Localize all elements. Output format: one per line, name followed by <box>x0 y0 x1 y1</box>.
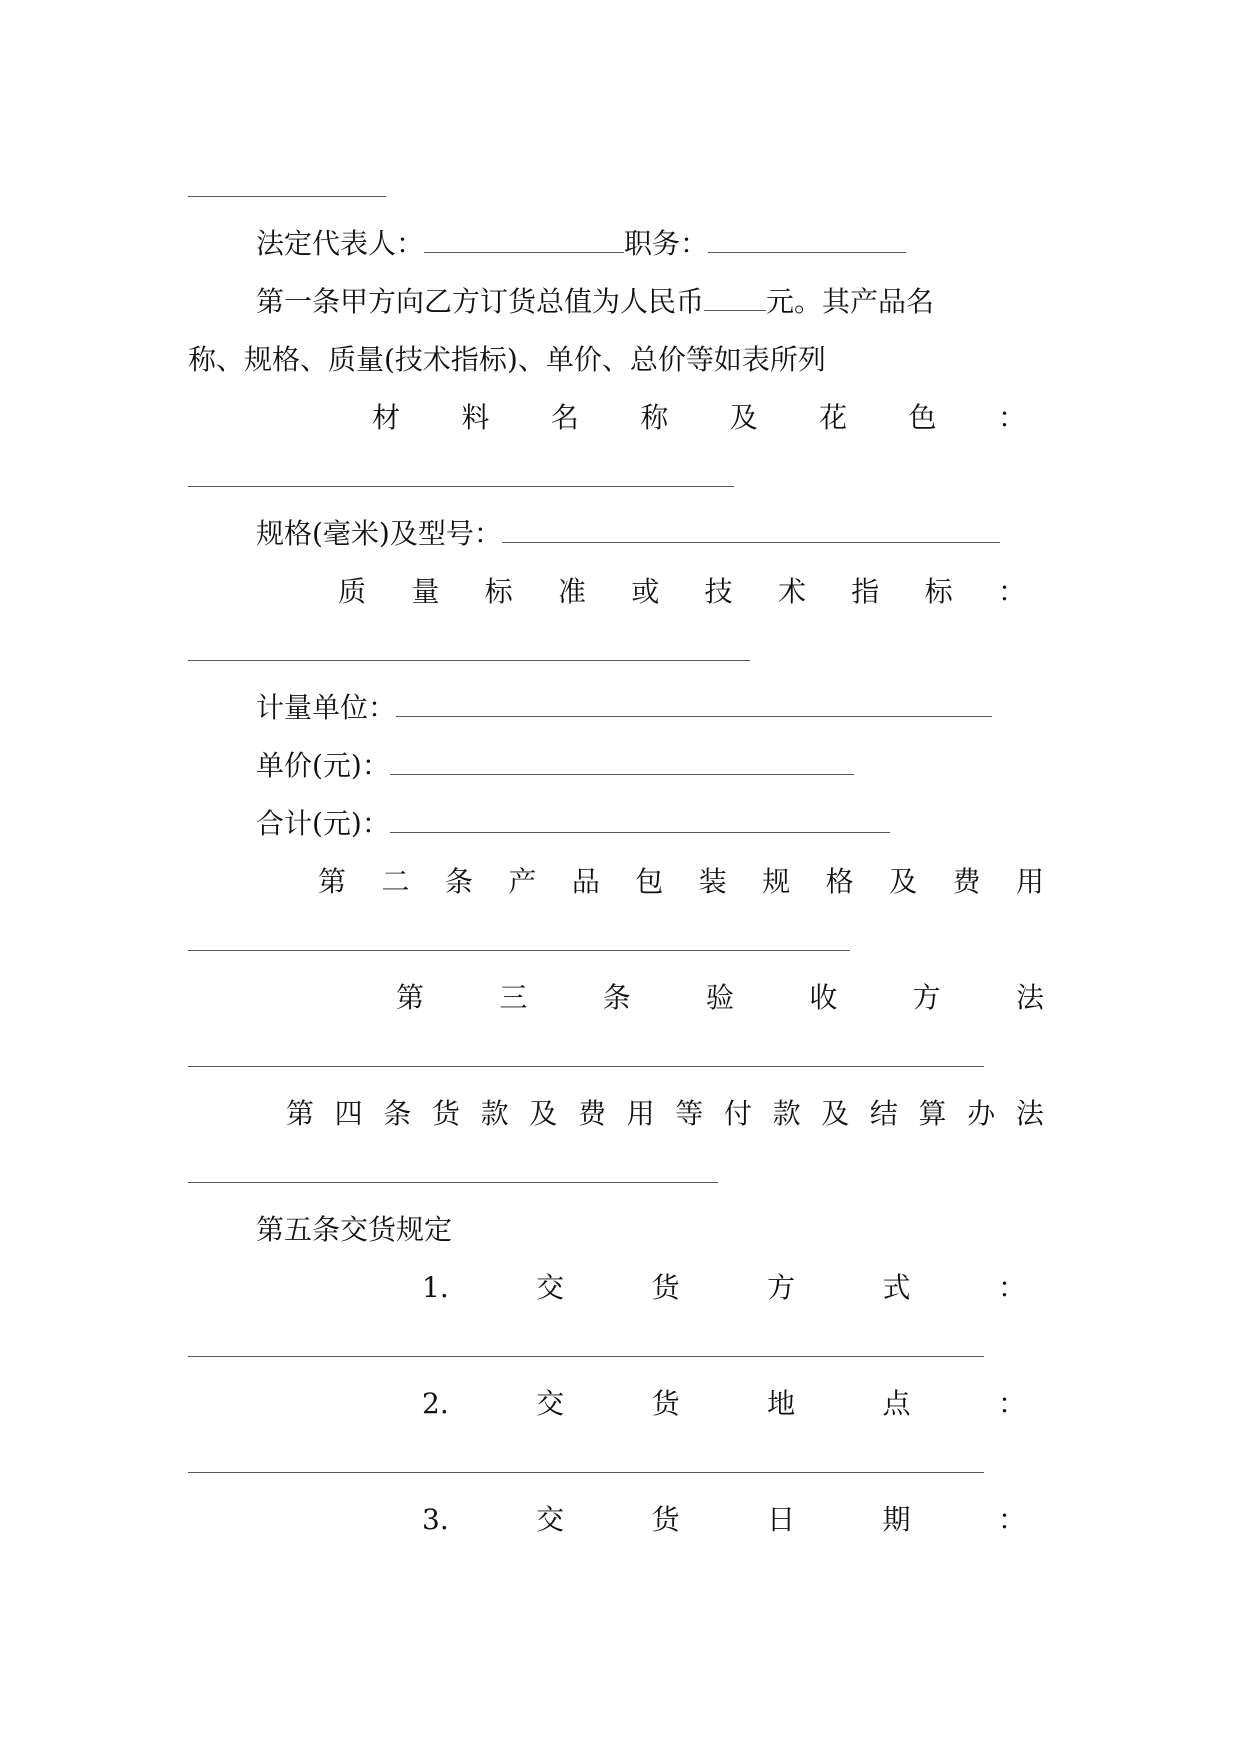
spaced-char: 费 <box>952 865 981 898</box>
spaced-char: 期 <box>882 1503 911 1536</box>
spaced-char: 名 <box>550 401 579 434</box>
spaced-char: 及 <box>529 1097 558 1130</box>
spaced-char: 或 <box>631 575 660 608</box>
spaced-char: 第 <box>286 1097 315 1130</box>
spec-line <box>256 514 1000 554</box>
blank-line <box>188 486 734 487</box>
spaced-char: 产 <box>508 865 537 898</box>
delivery-place-label <box>422 1384 1026 1424</box>
spaced-char: 收 <box>809 981 838 1014</box>
position-blank <box>708 252 906 253</box>
spaced-char: 用 <box>1015 865 1044 898</box>
total-line <box>256 804 890 844</box>
article-1-line-2: 称、规格、质量(技术指标)、单价、总价等如表所列 <box>188 343 826 376</box>
legal-rep-line <box>256 224 906 264</box>
blank-line <box>188 1472 984 1473</box>
unit-price-line <box>256 746 854 786</box>
spaced-char: 标 <box>484 575 513 608</box>
spaced-char: 结 <box>869 1097 898 1130</box>
spaced-char: 算 <box>918 1097 947 1130</box>
spaced-char: 日 <box>767 1503 796 1536</box>
spaced-char: 质 <box>338 575 367 608</box>
spaced-char: 式 <box>882 1271 911 1304</box>
spaced-char: 指 <box>851 575 880 608</box>
delivery-date-label <box>422 1500 1026 1540</box>
spaced-char: ： <box>997 575 1026 608</box>
spaced-char: 三 <box>499 981 528 1014</box>
spaced-char: 交 <box>536 1271 565 1304</box>
blank-line <box>188 950 850 951</box>
unit-price-label: 单价(元)： <box>256 749 390 782</box>
spaced-char: ： <box>997 401 1026 434</box>
unit-line <box>256 688 992 728</box>
article-3-heading <box>396 978 1044 1018</box>
spaced-char: 及 <box>821 1097 850 1130</box>
spaced-char: 方 <box>767 1271 796 1304</box>
blank-line <box>188 196 386 197</box>
spaced-char: ： <box>997 1271 1026 1304</box>
spaced-char: 装 <box>698 865 727 898</box>
spaced-char: 付 <box>723 1097 752 1130</box>
spaced-char: 第 <box>318 865 347 898</box>
position-label: 职务： <box>624 227 709 260</box>
spaced-char: 量 <box>411 575 440 608</box>
legal-rep-label: 法定代表人： <box>256 227 425 260</box>
spaced-char: 材 <box>372 401 401 434</box>
legal-rep-blank <box>424 252 624 253</box>
spaced-char: 第 <box>396 981 425 1014</box>
blank-line <box>188 1066 984 1067</box>
spaced-char: 货 <box>651 1503 680 1536</box>
spaced-char: 准 <box>557 575 586 608</box>
spec-label: 规格(毫米)及型号： <box>256 517 502 550</box>
spaced-char: 货 <box>431 1097 460 1130</box>
spaced-char: 料 <box>461 401 490 434</box>
article-1-line-1 <box>256 282 934 322</box>
spaced-char: 3. <box>422 1503 449 1536</box>
spaced-char: 及 <box>729 401 758 434</box>
material-name-label <box>372 398 1026 438</box>
spaced-char: 及 <box>889 865 918 898</box>
blank-line <box>188 660 750 661</box>
unit-label: 计量单位： <box>256 691 397 724</box>
spaced-char: 款 <box>480 1097 509 1130</box>
spaced-char: 品 <box>571 865 600 898</box>
spaced-char: 等 <box>675 1097 704 1130</box>
spaced-char: 办 <box>967 1097 996 1130</box>
delivery-method-label <box>422 1268 1026 1308</box>
total-label: 合计(元)： <box>256 807 390 840</box>
article-4-heading <box>286 1094 1044 1134</box>
article-5-heading: 第五条交货规定 <box>256 1213 453 1246</box>
spec-blank <box>502 542 1000 543</box>
spaced-char: 货 <box>651 1271 680 1304</box>
unit-price-blank <box>390 774 854 775</box>
spaced-char: 交 <box>536 1387 565 1420</box>
article-2-heading <box>318 862 1044 902</box>
spaced-char: 验 <box>705 981 734 1014</box>
quality-standard-label <box>338 572 1026 612</box>
blank-line <box>188 1182 718 1183</box>
spaced-char: 法 <box>1015 981 1044 1014</box>
spaced-char: 包 <box>635 865 664 898</box>
spaced-char: 地 <box>767 1387 796 1420</box>
spaced-char: 术 <box>777 575 806 608</box>
spaced-char: 技 <box>704 575 733 608</box>
blank-line <box>188 1356 984 1357</box>
spaced-char: 用 <box>626 1097 655 1130</box>
spaced-char: 花 <box>819 401 848 434</box>
spaced-char: 规 <box>762 865 791 898</box>
spaced-char: 货 <box>651 1387 680 1420</box>
spaced-char: 2. <box>422 1387 449 1420</box>
spaced-char: 色 <box>908 401 937 434</box>
spaced-char: 款 <box>772 1097 801 1130</box>
spaced-char: 点 <box>882 1387 911 1420</box>
spaced-char: 四 <box>334 1097 363 1130</box>
spaced-char: 法 <box>1015 1097 1044 1130</box>
spaced-char: 标 <box>924 575 953 608</box>
spaced-char: 方 <box>912 981 941 1014</box>
spaced-char: ： <box>997 1503 1026 1536</box>
spaced-char: 二 <box>381 865 410 898</box>
spaced-char: 费 <box>577 1097 606 1130</box>
amount-blank <box>704 310 766 311</box>
article-1-text-b: 元。其产品名 <box>766 285 935 318</box>
spaced-char: 条 <box>602 981 631 1014</box>
spaced-char: 交 <box>536 1503 565 1536</box>
unit-blank <box>396 716 992 717</box>
spaced-char: 条 <box>383 1097 412 1130</box>
article-1-text-a: 第一条甲方向乙方订货总值为人民币 <box>256 285 705 318</box>
spaced-char: 称 <box>640 401 669 434</box>
total-blank <box>390 832 890 833</box>
spaced-char: ： <box>997 1387 1026 1420</box>
spaced-char: 格 <box>825 865 854 898</box>
spaced-char: 条 <box>444 865 473 898</box>
spaced-char: 1. <box>422 1271 449 1304</box>
